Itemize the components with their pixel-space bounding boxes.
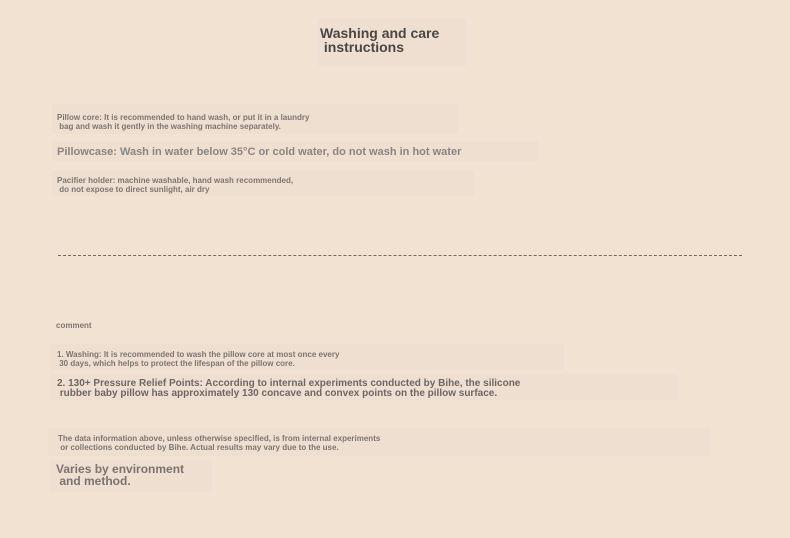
pressure-points-note: 2. 130+ Pressure Relief Points: According to internal experiments conducted by Bihe, the silicone rubber baby pillow has approximately 130 concave and convex points on the pillow surface.: [57, 378, 521, 399]
varies-note: Varies by environment and method.: [56, 462, 185, 488]
washing-note: 1. Washing: It is recommended to wash the pillow core at most once every 30 days, which helps to protect the lifespan of the pillow core.: [57, 350, 340, 368]
pillow-core-text: Pillow core: It is recommended to hand wash, or put it in a laundry bag and wash it gently in the washing machine separately.: [57, 113, 310, 131]
pacifier-holder-text: Pacifier holder: machine washable, hand wash recommended, do not expose to direct sunlight, air dry: [57, 176, 294, 194]
page-title: Washing and care instructions: [320, 25, 440, 55]
pillowcase-text: Pillowcase: Wash in water below 35°C or cold water, do not wash in hot water: [57, 146, 462, 158]
data-disclaimer: The data information above, unless otherwise specified, is from internal experiments or collections conducted by Bihe. Actual results may vary due to the use.: [58, 434, 381, 452]
section-divider: [58, 255, 742, 256]
comment-heading: comment: [56, 321, 92, 330]
